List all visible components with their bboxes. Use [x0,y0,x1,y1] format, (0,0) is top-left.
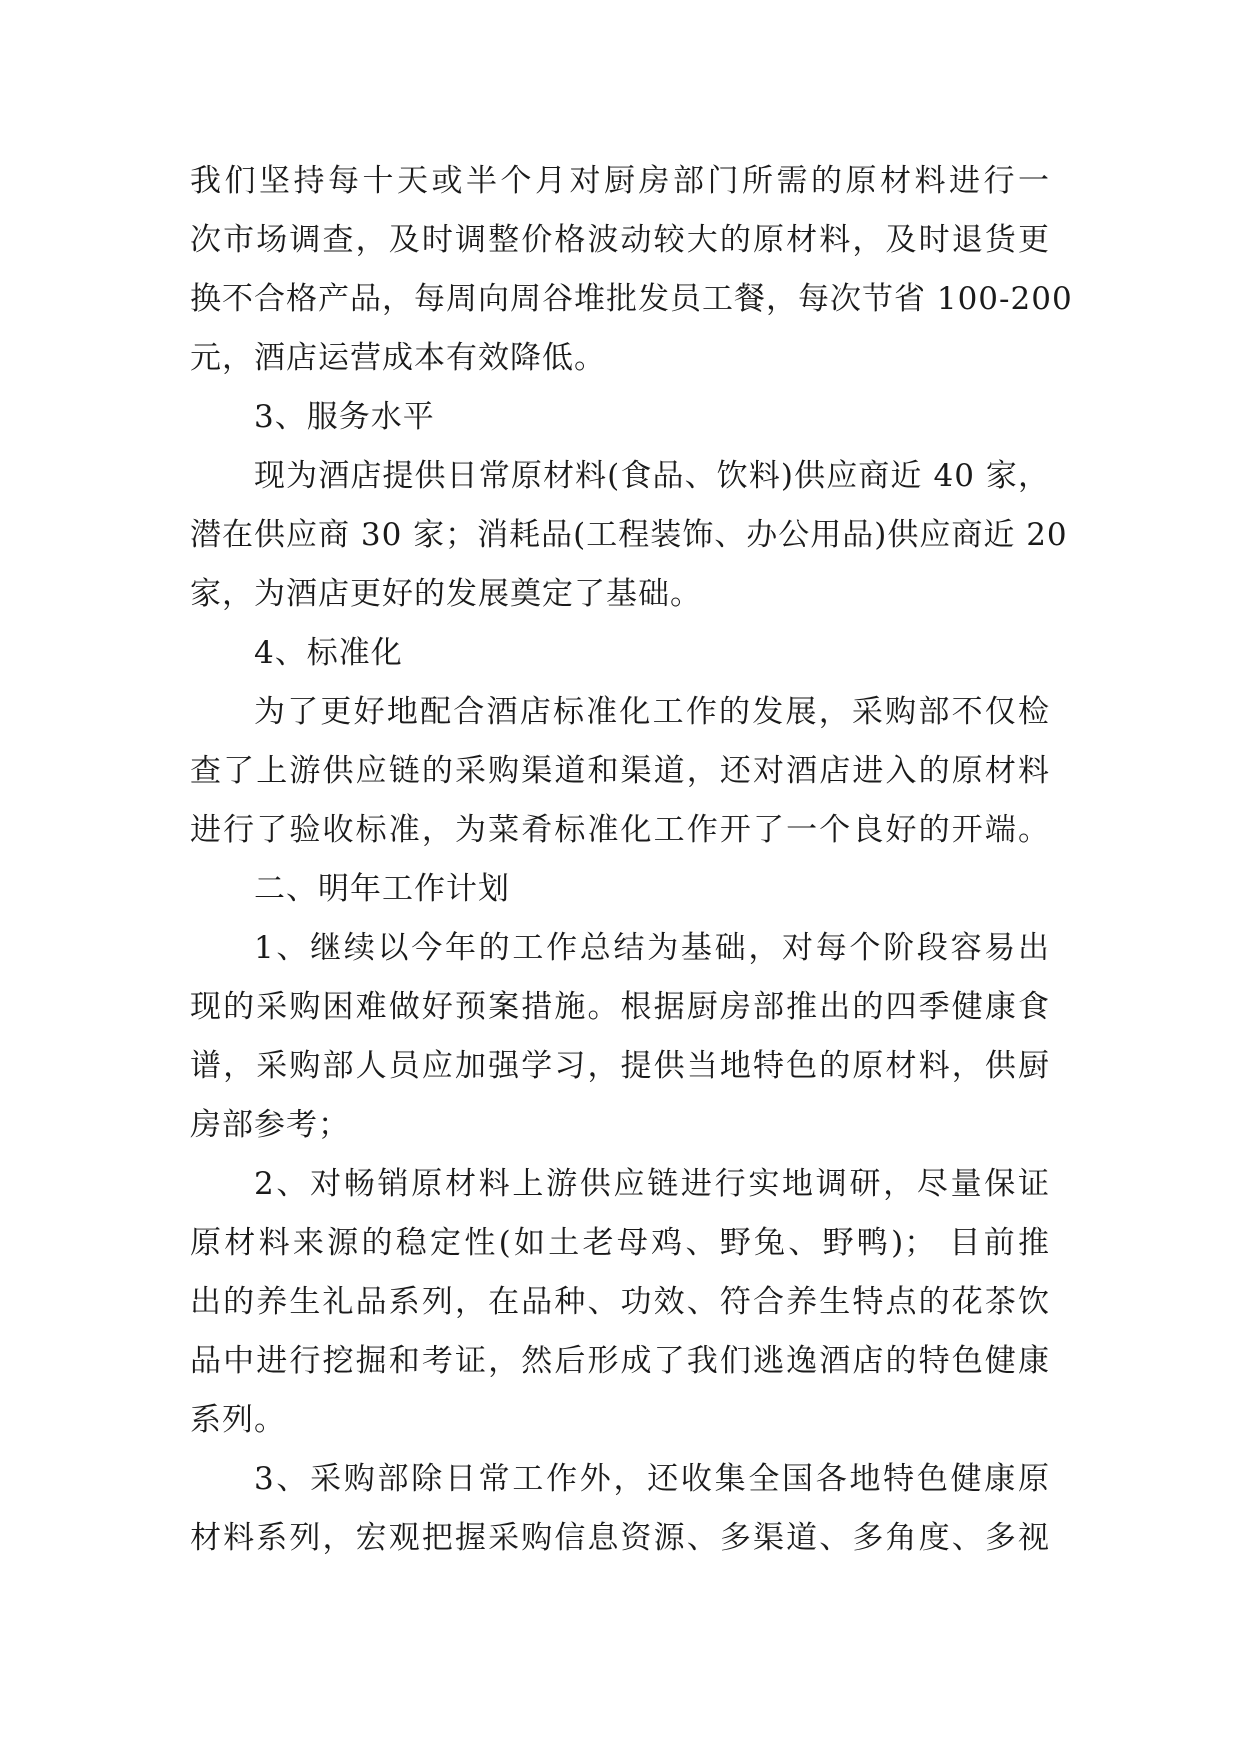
text-line: 家，为酒店更好的发展奠定了基础。 [190,576,702,612]
text-line: 次市场调查，及时调整价格波动较大的原材料，及时退货更 [190,222,1050,258]
section-heading: 3、服务水平 [254,399,435,435]
text-line: 进行了验收标准，为菜肴标准化工作开了一个良好的开端。 [190,812,1050,848]
text-line: 查了上游供应链的采购渠道和渠道，还对酒店进入的原材料 [190,753,1050,789]
text-line: 我们坚持每十天或半个月对厨房部门所需的原材料进行一 [190,163,1050,199]
text-line: 出的养生礼品系列，在品种、功效、符合养生特点的花茶饮 [190,1284,1050,1320]
text-line: 为了更好地配合酒店标准化工作的发展，采购部不仅检 [254,694,1050,730]
text-line: 材料系列，宏观把握采购信息资源、多渠道、多角度、多视 [190,1520,1050,1556]
text-line: 2、对畅销原材料上游供应链进行实地调研，尽量保证 [254,1166,1050,1202]
text-line: 谱，采购部人员应加强学习，提供当地特色的原材料，供厨 [190,1048,1050,1084]
text-line: 现的采购困难做好预案措施。根据厨房部推出的四季健康食 [190,989,1050,1025]
text-line: 原材料来源的稳定性(如土老母鸡、野兔、野鸭)； 目前推 [190,1225,1050,1261]
document-body [190,152,1073,1568]
text-line: 现为酒店提供日常原材料(食品、饮料)供应商近 40 家， [254,458,1050,494]
text-line: 系列。 [190,1402,286,1438]
text-line: 1、继续以今年的工作总结为基础，对每个阶段容易出 [254,930,1050,966]
section-heading: 4、标准化 [254,635,403,671]
text-line: 换不合格产品，每周向周谷堆批发员工餐，每次节省 100-200 [190,281,1073,317]
text-line: 元，酒店运营成本有效降低。 [190,340,606,376]
text-line: 3、采购部除日常工作外，还收集全国各地特色健康原 [254,1461,1050,1497]
text-line: 房部参考； [190,1107,350,1143]
text-line: 品中进行挖掘和考证，然后形成了我们逃逸酒店的特色健康 [190,1343,1050,1379]
text-line: 潜在供应商 30 家；消耗品(工程装饰、办公用品)供应商近 20 [190,517,1068,553]
section-heading: 二、明年工作计划 [254,871,510,907]
